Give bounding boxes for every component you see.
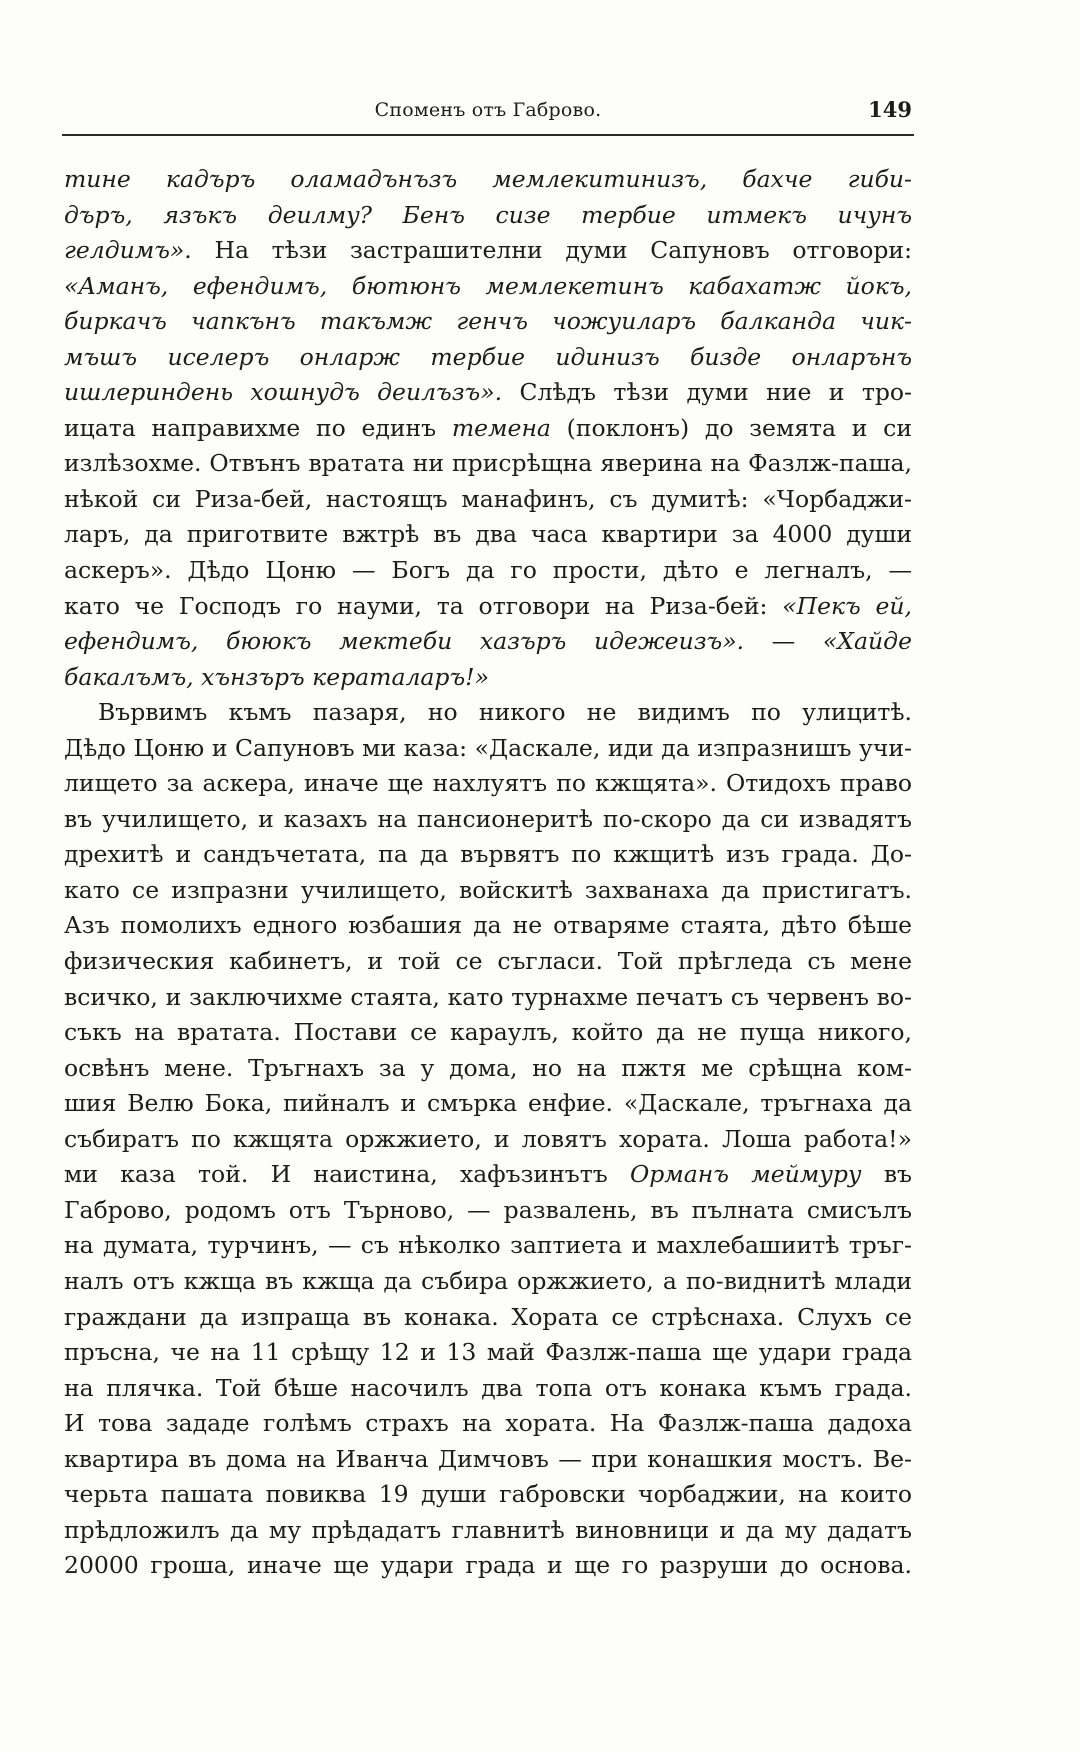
text-segment: И това зададе голѣмъ страхъ на хората. На Фазлж-паша дадоха [64, 1409, 912, 1438]
italic-segment: гелдимъ». [64, 236, 192, 265]
text-line [64, 304, 912, 340]
text-line [64, 340, 912, 376]
text-segment: освѣнъ мене. Тръгнахъ за у дома, но на пжтя ме срѣщна ком- [64, 1053, 912, 1082]
text-line [64, 233, 912, 269]
text-segment: — [744, 627, 823, 656]
text-line [64, 1406, 912, 1442]
text-segment: събиратъ по кжщята оржжието, и ловятъ хората. Лоша работа!» [64, 1124, 912, 1153]
text-line [64, 1371, 912, 1407]
text-line [64, 446, 912, 482]
text-segment: нѣкой си Риза-бей, настоящъ манафинъ, съ думитѣ: «Чорбаджи- [64, 484, 912, 513]
italic-segment: тине кадъръ оламадънъзъ мемлекитинизъ, бахче гиби- [64, 165, 912, 193]
text-segment: Вървимъ къмъ пазаря, но никого не видимъ по улицитѣ. [98, 698, 912, 727]
text-line [64, 553, 912, 589]
text-line [64, 1442, 912, 1478]
text-line [64, 269, 912, 305]
text-line [64, 375, 912, 411]
text-line [64, 1193, 912, 1229]
text-line [64, 1015, 912, 1051]
text-segment: На тѣзи застрашителни думи Сапуновъ отговори: [191, 236, 912, 265]
page-number: 149 [868, 97, 912, 122]
text-line [64, 1122, 912, 1158]
text-segment: въ училището, и казахъ на пансионеритѣ по-скоро да си извадятъ [64, 804, 912, 833]
text-segment: Азъ помолихъ едного юзбашия да не отваряме стаята, дѣто бѣше [64, 911, 912, 940]
body-text [64, 162, 912, 1584]
text-line [64, 1086, 912, 1122]
text-line [64, 162, 912, 198]
italic-segment: «Пекъ ей, [782, 591, 912, 620]
running-header [62, 95, 914, 131]
text-segment: налъ отъ кжща въ кжща да събира оржжието, а по-виднитѣ млади [64, 1266, 912, 1295]
text-line [64, 1264, 912, 1300]
text-segment: черьта пашата повиква 19 души габровски чорбаджии, на които [64, 1480, 912, 1509]
text-line [64, 411, 912, 447]
text-segment: физическия кабинетъ, и той се съгласи. Той прѣгледа съ мене [64, 947, 912, 976]
text-segment: лището за аскера, иначе ще нахлуятъ по кжщята». Отидохъ право [64, 769, 912, 798]
text-segment: излѣзохме. Отвънъ вратата ни присрѣщна яверина на Фазлж-паша, [64, 449, 912, 478]
italic-segment: дъръ, язъкъ деилмy? Бенъ сизе тербие итмекъ ичунъ [64, 200, 912, 229]
text-line [64, 1477, 912, 1513]
text-line [64, 198, 912, 234]
text-segment: Дѣдо Цоню и Сапуновъ ми каза: «Даскале, иди да изпразнишъ учи- [64, 733, 912, 762]
text-line [64, 1157, 912, 1193]
text-segment: Габрово, родомъ отъ Търново, — развалень, въ пълната смисълъ [64, 1195, 912, 1224]
text-line [64, 1548, 912, 1584]
text-segment: 20000 гроша, иначе ще удари града и ще го разруши до основа. [64, 1551, 912, 1580]
text-segment: пръсна, че на 11 срѣщу 12 и 13 май Фазлж-паша ще удари града [64, 1338, 912, 1367]
text-segment: на плячка. Той бѣше насочилъ два топа отъ конака къмъ града. [64, 1373, 912, 1402]
text-line [64, 1228, 912, 1264]
text-line [64, 589, 912, 625]
italic-segment: мъшъ иселеръ онларж тербие идинизъ бизде онларънъ [64, 342, 912, 371]
text-line [64, 873, 912, 909]
text-line [64, 1335, 912, 1371]
running-title: Споменъ отъ Габрово. [374, 99, 602, 121]
text-line [64, 624, 912, 660]
text-segment: прѣдложилъ да му прѣдадатъ главнитѣ виновници и да му дадатъ [64, 1515, 912, 1544]
italic-segment: биркачъ чапкънъ такъмж генчъ чожуиларъ балканда чик- [64, 307, 912, 336]
text-segment: Слѣдъ тѣзи думи ние и тро- [502, 378, 912, 407]
text-segment: (поклонъ) до земята и си [550, 413, 912, 442]
text-line [64, 482, 912, 518]
italic-segment: Орманъ меймуру [629, 1160, 862, 1189]
text-segment: шия Велю Бока, пийналъ и смърка енфие. «Даскале, тръгнаха да [64, 1089, 912, 1118]
text-segment: ицата направихме по единъ [64, 413, 452, 442]
text-line [64, 766, 912, 802]
text-segment: граждани да изпраща въ конака. Хората се стрѣснаха. Слухъ се [64, 1302, 912, 1331]
text-line [64, 1513, 912, 1549]
italic-segment: темена [451, 413, 551, 442]
text-line [64, 802, 912, 838]
italic-segment: ефендимъ, бююкъ мектеби хазъръ идежеизъ». [64, 627, 745, 656]
text-segment: като че Господъ го науми, та отговори на Риза-бей: [64, 591, 783, 620]
text-segment: като се изпразни училището, войскитѣ захванаха да пристигатъ. [64, 875, 912, 904]
italic-segment: бакалъмъ, хънзъръ кераталаръ!» [64, 662, 489, 691]
text-line [64, 944, 912, 980]
text-segment: дрехитѣ и сандъчетата, па да вървятъ по кжщитѣ изъ града. До- [64, 840, 912, 869]
italic-segment: «Хайде [822, 627, 912, 656]
text-segment: въ [861, 1160, 912, 1189]
italic-segment: ишлериндень хошнудъ деилъзъ». [64, 378, 503, 407]
text-line [64, 695, 912, 731]
text-segment: ми каза той. И наистина, хафъзинътъ [64, 1160, 630, 1189]
text-line [64, 837, 912, 873]
text-segment: на думата, турчинъ, — съ нѣколко заптиета и махлебашиитѣ тръг- [64, 1231, 912, 1260]
text-segment: всичко, и заключихме стаята, като турнахме печатъ съ червенъ во- [64, 982, 912, 1011]
text-line [64, 1051, 912, 1087]
text-line [64, 660, 912, 696]
text-segment: ларъ, да приготвите вжтрѣ въ два часа квартири за 4000 души [64, 520, 912, 549]
text-segment: аскеръ». Дѣдо Цоню — Богъ да го прости, дѣто е легналъ, — [64, 556, 912, 585]
text-line [64, 908, 912, 944]
text-segment: съкъ на вратата. Постави се караулъ, който да не пуща никого, [64, 1018, 912, 1047]
text-line [64, 1300, 912, 1336]
text-segment: квартира въ дома на Иванча Димчовъ — при конашкия мостъ. Ве- [64, 1444, 912, 1473]
text-line [64, 731, 912, 767]
text-line [64, 517, 912, 553]
text-line [64, 980, 912, 1016]
italic-segment: «Аманъ, ефендимъ, бютюнъ мемлекетинъ кабахатж йокъ, [64, 271, 912, 300]
header-rule [62, 134, 914, 136]
